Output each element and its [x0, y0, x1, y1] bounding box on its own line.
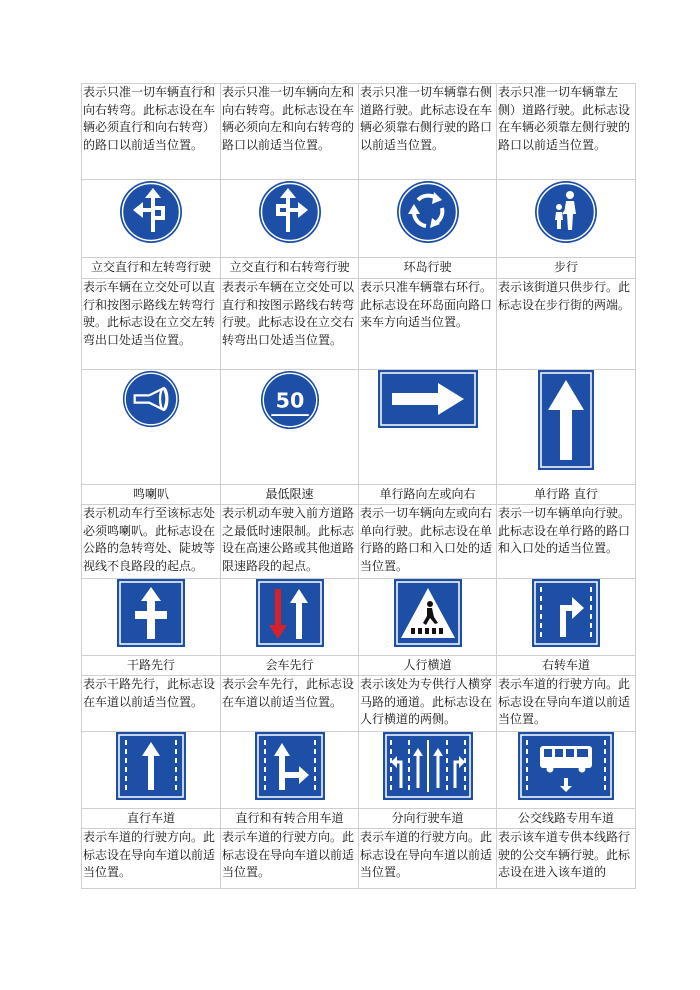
table-row	[82, 579, 636, 656]
sign-label: 直行车道	[82, 809, 221, 829]
sign-description: 表示干路先行，此标志设在车道以前适当位置。	[82, 676, 221, 732]
sign-cell	[221, 579, 359, 656]
sign-label: 右转车道	[497, 656, 636, 676]
table-row	[82, 180, 636, 258]
right-turn-lane-icon	[532, 579, 600, 647]
sign-label: 人行横道	[359, 656, 497, 676]
sign-cell	[82, 180, 221, 258]
bus-lane-icon	[518, 732, 614, 800]
table-row	[82, 370, 636, 485]
cross-right-straight-icon	[258, 180, 322, 244]
sign-label: 步行	[497, 258, 636, 279]
sign-cell	[82, 579, 221, 656]
sign-description: 表示该车道专供本线路行驶的公交车辆行驶。此标志设在进入该车道的	[497, 829, 636, 889]
sign-description: 表表示车辆在立交处可以直行和按图示路线右转弯行驶。此标志设在立交右转弯出口处适当位置。	[221, 279, 359, 370]
one-way-straight-icon	[538, 370, 594, 470]
sign-cell	[497, 180, 636, 258]
sign-description: 表示该处为专供行人横穿马路的通道。此标志设在人行横道的两侧。	[359, 676, 497, 732]
sign-description: 表示只准一切车辆向左和向右转弯。此标志设在车辆必须向左和向右转弯的路口以前适当位置。	[221, 84, 359, 180]
roundabout-icon	[396, 180, 460, 244]
one-way-right-icon	[378, 370, 478, 428]
sign-description: 表示机动车行至该标志处必须鸣喇叭。此标志设在公路的急转弯处、陡坡等视线不良路段的起点。	[82, 505, 221, 579]
sign-label: 会车先行	[221, 656, 359, 676]
table-row	[82, 505, 636, 579]
table-row	[82, 829, 636, 889]
crosswalk-icon	[394, 579, 462, 647]
sign-description: 表示车道的行驶方向。此标志设在导向车道以前适当位置。	[497, 676, 636, 732]
main-road-priority-icon	[117, 579, 185, 647]
sign-description: 表示车道的行驶方向。此标志设在导向车道以前适当位置。	[359, 829, 497, 889]
sign-cell	[359, 732, 497, 809]
table-row	[82, 656, 636, 676]
sign-cell	[497, 579, 636, 656]
table-row	[82, 732, 636, 809]
sign-cell	[221, 732, 359, 809]
sign-description: 表示只准一切车辆直行和向右转弯。此标志设在车辆必须直行和向右转弯）的路口以前适当位置。	[82, 84, 221, 180]
sign-label: 干路先行	[82, 656, 221, 676]
oncoming-priority-icon	[256, 579, 324, 647]
sign-cell	[359, 180, 497, 258]
table-row	[82, 279, 636, 370]
sign-cell	[82, 732, 221, 809]
sign-label: 直行和有转合用车道	[221, 809, 359, 829]
cross-left-straight-icon	[119, 180, 183, 244]
table-row	[82, 258, 636, 279]
sign-description: 表示车道的行驶方向。此标志设在导向车道以前适当位置。	[221, 829, 359, 889]
min-speed-value: 50	[275, 388, 304, 413]
min-speed-icon	[260, 370, 320, 430]
sign-label: 公交线路专用车道	[497, 809, 636, 829]
sign-label: 单行路 直行	[497, 485, 636, 505]
sign-cell	[497, 370, 636, 485]
sign-cell	[82, 370, 221, 485]
pedestrian-icon	[534, 180, 598, 244]
sign-description: 表示一切车辆单向行驶。此标志设在单行路的路口和入口处的适当位置。	[497, 505, 636, 579]
sign-label: 最低限速	[221, 485, 359, 505]
sign-description: 表示只准一切车辆靠右侧道路行驶。此标志设在车辆必须靠右侧行驶的路口以前适当位置。	[359, 84, 497, 180]
sign-cell	[221, 180, 359, 258]
traffic-sign-table	[81, 83, 636, 889]
sign-description: 表示机动车驶入前方道路之最低时速限制。此标志设在高速公路或其他道路限速路段的起点。	[221, 505, 359, 579]
sign-cell	[221, 370, 359, 485]
sign-description: 表示只准车辆靠右环行。此标志设在环岛面向路口来车方向适当位置。	[359, 279, 497, 370]
table-row	[82, 676, 636, 732]
sign-label: 立交直行和左转弯行驶	[82, 258, 221, 279]
sign-description: 表示只准一切车辆靠左侧）道路行驶。此标志设在车辆必须靠左侧行驶的路口以前适当位置。	[497, 84, 636, 180]
split-lanes-icon	[383, 732, 473, 800]
table-row	[82, 84, 636, 180]
table-row	[82, 809, 636, 829]
sign-label: 分向行驶车道	[359, 809, 497, 829]
sign-description: 表示车辆在立交处可以直行和按图示路线左转弯行驶。此标志设在立交左转弯出口处适当位置。	[82, 279, 221, 370]
sign-cell	[359, 579, 497, 656]
sign-label: 单行路向左或向右	[359, 485, 497, 505]
sign-cell	[497, 732, 636, 809]
sign-label: 环岛行驶	[359, 258, 497, 279]
table-row	[82, 485, 636, 505]
sign-cell	[359, 370, 497, 485]
sign-label: 立交直行和右转弯行驶	[221, 258, 359, 279]
sign-description: 表示会车先行，此标志设在车道以前适当位置。	[221, 676, 359, 732]
sign-description: 表示车道的行驶方向。此标志设在导向车道以前适当位置。	[82, 829, 221, 889]
sign-description: 表示该街道只供步行。此标志设在步行街的两端。	[497, 279, 636, 370]
horn-icon	[122, 370, 180, 428]
sign-label: 鸣喇叭	[82, 485, 221, 505]
straight-right-lane-icon	[255, 732, 325, 800]
sign-description: 表示一切车辆向左或向右单向行驶。此标志设在单行路的路口和入口处的适当位置。	[359, 505, 497, 579]
straight-lane-icon	[116, 732, 186, 800]
